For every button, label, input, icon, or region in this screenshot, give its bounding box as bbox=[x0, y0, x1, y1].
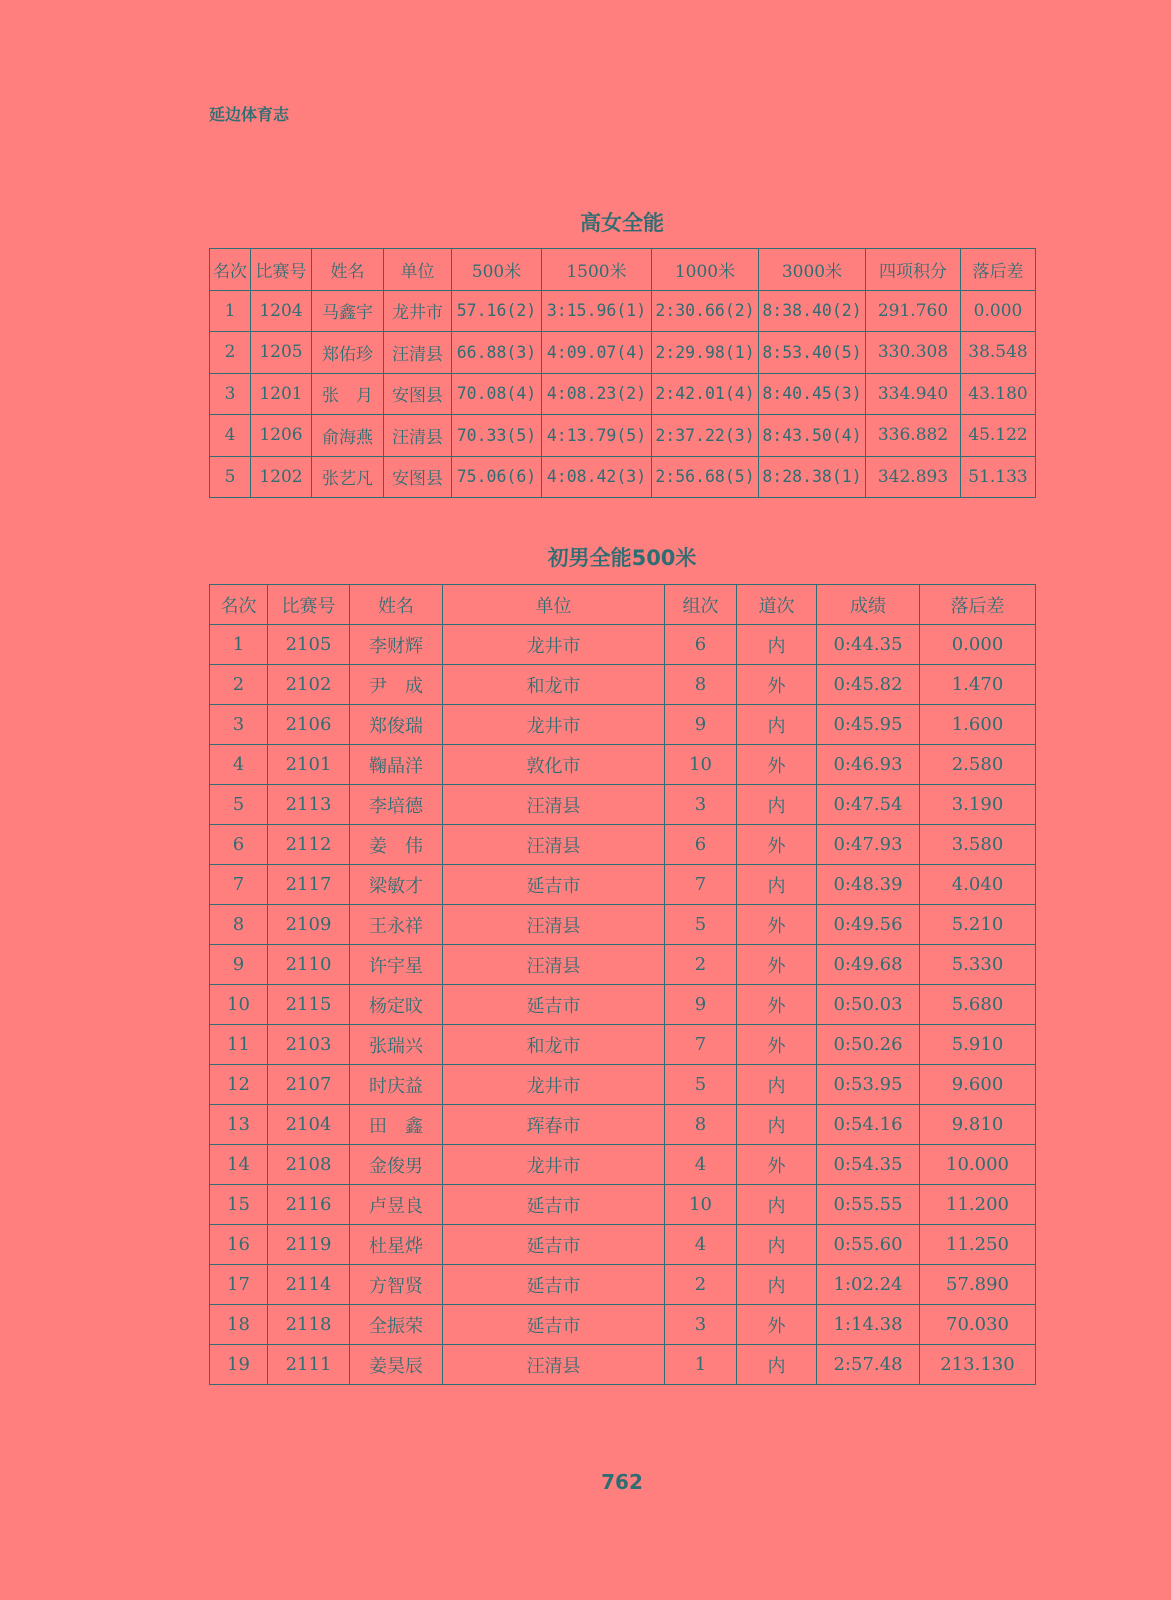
table-cell: 李培德 bbox=[350, 785, 443, 825]
table-cell: 延吉市 bbox=[443, 985, 665, 1025]
table-cell: 姜昊辰 bbox=[350, 1345, 443, 1385]
table-cell: 3 bbox=[665, 1305, 737, 1345]
table-cell: 0:54.16 bbox=[817, 1105, 920, 1145]
table-row bbox=[210, 373, 1036, 415]
table-row bbox=[210, 825, 1036, 865]
table-cell: 4 bbox=[210, 415, 251, 457]
table-cell: 2106 bbox=[268, 705, 350, 745]
table-cell: 2:56.68(5) bbox=[652, 456, 759, 498]
table-cell: 4 bbox=[665, 1225, 737, 1265]
table-cell: 0:50.26 bbox=[817, 1025, 920, 1065]
column-header: 500米 bbox=[452, 249, 542, 291]
table-cell: 10.000 bbox=[920, 1145, 1036, 1185]
table-cell: 5.210 bbox=[920, 905, 1036, 945]
table-row bbox=[210, 785, 1036, 825]
table-row bbox=[210, 290, 1036, 332]
table-cell: 1 bbox=[210, 625, 268, 665]
table-cell: 0:47.93 bbox=[817, 825, 920, 865]
table-cell: 0:55.60 bbox=[817, 1225, 920, 1265]
table-cell: 66.88(3) bbox=[452, 332, 542, 374]
table-cell: 内 bbox=[737, 1345, 817, 1385]
table-cell: 李财辉 bbox=[350, 625, 443, 665]
table-cell: 5 bbox=[665, 1065, 737, 1105]
column-header: 落后差 bbox=[961, 249, 1036, 291]
table-cell: 1:14.38 bbox=[817, 1305, 920, 1345]
table-cell: 16 bbox=[210, 1225, 268, 1265]
table-cell: 8 bbox=[665, 1105, 737, 1145]
table-cell: 延吉市 bbox=[443, 865, 665, 905]
table-cell: 和龙市 bbox=[443, 665, 665, 705]
table-cell: 2115 bbox=[268, 985, 350, 1025]
table-cell: 安图县 bbox=[384, 456, 452, 498]
table-cell: 8:38.40(2) bbox=[759, 290, 866, 332]
table-cell: 12 bbox=[210, 1065, 268, 1105]
table-cell: 5.910 bbox=[920, 1025, 1036, 1065]
table-row bbox=[210, 1265, 1036, 1305]
table-cell: 3.190 bbox=[920, 785, 1036, 825]
table-cell: 2108 bbox=[268, 1145, 350, 1185]
column-header: 名次 bbox=[210, 249, 251, 291]
table-cell: 俞海燕 bbox=[312, 415, 384, 457]
table-cell: 342.893 bbox=[866, 456, 961, 498]
table-cell: 延吉市 bbox=[443, 1185, 665, 1225]
table-cell: 45.122 bbox=[961, 415, 1036, 457]
table-cell: 2:29.98(1) bbox=[652, 332, 759, 374]
table-cell: 外 bbox=[737, 905, 817, 945]
table-cell: 2118 bbox=[268, 1305, 350, 1345]
table-cell: 杜星烨 bbox=[350, 1225, 443, 1265]
column-header: 单位 bbox=[384, 249, 452, 291]
table-row bbox=[210, 985, 1036, 1025]
table-cell: 0:45.82 bbox=[817, 665, 920, 705]
table-cell: 外 bbox=[737, 945, 817, 985]
table-cell: 4:08.23(2) bbox=[542, 373, 652, 415]
table-cell: 龙井市 bbox=[384, 290, 452, 332]
table-cell: 0:46.93 bbox=[817, 745, 920, 785]
table-cell: 330.308 bbox=[866, 332, 961, 374]
table-cell: 龙井市 bbox=[443, 625, 665, 665]
table-cell: 0:55.55 bbox=[817, 1185, 920, 1225]
table-cell: 1201 bbox=[251, 373, 312, 415]
table-cell: 2:42.01(4) bbox=[652, 373, 759, 415]
table-cell: 马鑫宇 bbox=[312, 290, 384, 332]
table-cell: 10 bbox=[210, 985, 268, 1025]
table-cell: 2112 bbox=[268, 825, 350, 865]
table-row bbox=[210, 705, 1036, 745]
table-cell: 2107 bbox=[268, 1065, 350, 1105]
table-cell: 3 bbox=[210, 705, 268, 745]
table-cell: 5 bbox=[210, 456, 251, 498]
table-cell: 外 bbox=[737, 825, 817, 865]
table-cell: 2110 bbox=[268, 945, 350, 985]
table-cell: 336.882 bbox=[866, 415, 961, 457]
table-cell: 2114 bbox=[268, 1265, 350, 1305]
table-cell: 18 bbox=[210, 1305, 268, 1345]
table-cell: 龙井市 bbox=[443, 1065, 665, 1105]
table-cell: 4.040 bbox=[920, 865, 1036, 905]
table-cell: 龙井市 bbox=[443, 1145, 665, 1185]
table-cell: 张艺凡 bbox=[312, 456, 384, 498]
table-cell: 2109 bbox=[268, 905, 350, 945]
running-head: 延边体育志 bbox=[209, 105, 290, 124]
column-header: 比赛号 bbox=[268, 585, 350, 625]
table-cell: 郑俊瑞 bbox=[350, 705, 443, 745]
table-cell: 汪清县 bbox=[443, 945, 665, 985]
table-cell: 0:45.95 bbox=[817, 705, 920, 745]
table-cell: 0:48.39 bbox=[817, 865, 920, 905]
table-row bbox=[210, 456, 1036, 498]
column-header: 1000米 bbox=[652, 249, 759, 291]
page-number: 762 bbox=[601, 1470, 643, 1494]
table-cell: 鞠晶洋 bbox=[350, 745, 443, 785]
table-cell: 内 bbox=[737, 785, 817, 825]
table-cell: 5 bbox=[665, 905, 737, 945]
table-cell: 郑佑珍 bbox=[312, 332, 384, 374]
table-cell: 57.16(2) bbox=[452, 290, 542, 332]
table-cell: 2 bbox=[665, 945, 737, 985]
table-cell: 敦化市 bbox=[443, 745, 665, 785]
column-header: 道次 bbox=[737, 585, 817, 625]
table-row bbox=[210, 1145, 1036, 1185]
table-cell: 外 bbox=[737, 1145, 817, 1185]
table-row bbox=[210, 1345, 1036, 1385]
column-header: 姓名 bbox=[312, 249, 384, 291]
table-cell: 17 bbox=[210, 1265, 268, 1305]
table-cell: 7 bbox=[665, 1025, 737, 1065]
table-cell: 许宇星 bbox=[350, 945, 443, 985]
table-cell: 尹 成 bbox=[350, 665, 443, 705]
table-row bbox=[210, 1305, 1036, 1345]
table-row bbox=[210, 1025, 1036, 1065]
table-cell: 金俊男 bbox=[350, 1145, 443, 1185]
column-header: 落后差 bbox=[920, 585, 1036, 625]
table-cell: 姜 伟 bbox=[350, 825, 443, 865]
table-cell: 6 bbox=[665, 625, 737, 665]
table-cell: 1:02.24 bbox=[817, 1265, 920, 1305]
results-table-girls-allround bbox=[209, 248, 1036, 498]
table1-title: 高女全能 bbox=[580, 211, 664, 235]
table-cell: 1205 bbox=[251, 332, 312, 374]
table-cell: 3:15.96(1) bbox=[542, 290, 652, 332]
table-cell: 安图县 bbox=[384, 373, 452, 415]
table-row bbox=[210, 415, 1036, 457]
table-cell: 2:30.66(2) bbox=[652, 290, 759, 332]
table-cell: 外 bbox=[737, 665, 817, 705]
table-cell: 75.06(6) bbox=[452, 456, 542, 498]
table-cell: 0:44.35 bbox=[817, 625, 920, 665]
table-cell: 1.600 bbox=[920, 705, 1036, 745]
table-cell: 0:53.95 bbox=[817, 1065, 920, 1105]
table-cell: 张瑞兴 bbox=[350, 1025, 443, 1065]
table-row bbox=[210, 745, 1036, 785]
table-cell: 2113 bbox=[268, 785, 350, 825]
column-header: 名次 bbox=[210, 585, 268, 625]
table-cell: 9.810 bbox=[920, 1105, 1036, 1145]
table-cell: 杨定旼 bbox=[350, 985, 443, 1025]
table-cell: 张 月 bbox=[312, 373, 384, 415]
table-cell: 外 bbox=[737, 1305, 817, 1345]
table-cell: 2103 bbox=[268, 1025, 350, 1065]
column-header: 3000米 bbox=[759, 249, 866, 291]
column-header: 姓名 bbox=[350, 585, 443, 625]
table-cell: 10 bbox=[665, 745, 737, 785]
table-cell: 2102 bbox=[268, 665, 350, 705]
table-cell: 汪清县 bbox=[384, 332, 452, 374]
table-row bbox=[210, 1185, 1036, 1225]
table-cell: 8:40.45(3) bbox=[759, 373, 866, 415]
table-cell: 6 bbox=[665, 825, 737, 865]
table-cell: 全振荣 bbox=[350, 1305, 443, 1345]
table-cell: 5.680 bbox=[920, 985, 1036, 1025]
table-cell: 10 bbox=[665, 1185, 737, 1225]
table-cell: 2104 bbox=[268, 1105, 350, 1145]
table-cell: 8 bbox=[210, 905, 268, 945]
table-cell: 70.030 bbox=[920, 1305, 1036, 1345]
table-cell: 延吉市 bbox=[443, 1265, 665, 1305]
table-cell: 3 bbox=[665, 785, 737, 825]
table-cell: 方智贤 bbox=[350, 1265, 443, 1305]
table-cell: 13 bbox=[210, 1105, 268, 1145]
table-cell: 11.250 bbox=[920, 1225, 1036, 1265]
table-cell: 内 bbox=[737, 1105, 817, 1145]
table-cell: 9.600 bbox=[920, 1065, 1036, 1105]
table-cell: 0.000 bbox=[920, 625, 1036, 665]
column-header: 1500米 bbox=[542, 249, 652, 291]
table-cell: 57.890 bbox=[920, 1265, 1036, 1305]
table-cell: 外 bbox=[737, 985, 817, 1025]
table-cell: 汪清县 bbox=[443, 905, 665, 945]
table-cell: 延吉市 bbox=[443, 1305, 665, 1345]
table-cell: 1204 bbox=[251, 290, 312, 332]
table-cell: 291.760 bbox=[866, 290, 961, 332]
table-cell: 2 bbox=[210, 665, 268, 705]
table-cell: 2111 bbox=[268, 1345, 350, 1385]
table-cell: 0:54.35 bbox=[817, 1145, 920, 1185]
table-cell: 4:13.79(5) bbox=[542, 415, 652, 457]
table-cell: 外 bbox=[737, 1025, 817, 1065]
column-header: 四项积分 bbox=[866, 249, 961, 291]
table-cell: 延吉市 bbox=[443, 1225, 665, 1265]
table-cell: 王永祥 bbox=[350, 905, 443, 945]
column-header: 比赛号 bbox=[251, 249, 312, 291]
table-cell: 卢昱良 bbox=[350, 1185, 443, 1225]
table-cell: 51.133 bbox=[961, 456, 1036, 498]
table-cell: 1206 bbox=[251, 415, 312, 457]
table-cell: 汪清县 bbox=[443, 1345, 665, 1385]
table-cell: 内 bbox=[737, 865, 817, 905]
table-cell: 1.470 bbox=[920, 665, 1036, 705]
table2-title: 初男全能500米 bbox=[547, 546, 697, 570]
table-cell: 1 bbox=[665, 1345, 737, 1385]
table-row bbox=[210, 865, 1036, 905]
table-row bbox=[210, 1065, 1036, 1105]
table-cell: 0:49.68 bbox=[817, 945, 920, 985]
table-cell: 6 bbox=[210, 825, 268, 865]
table-cell: 内 bbox=[737, 1225, 817, 1265]
table-cell: 11.200 bbox=[920, 1185, 1036, 1225]
table-header-row bbox=[210, 585, 1036, 625]
table-cell: 2117 bbox=[268, 865, 350, 905]
table-cell: 2119 bbox=[268, 1225, 350, 1265]
table-cell: 珲春市 bbox=[443, 1105, 665, 1145]
table-cell: 5.330 bbox=[920, 945, 1036, 985]
table-cell: 5 bbox=[210, 785, 268, 825]
table-cell: 2.580 bbox=[920, 745, 1036, 785]
table-cell: 内 bbox=[737, 625, 817, 665]
table-cell: 4 bbox=[665, 1145, 737, 1185]
table-cell: 内 bbox=[737, 1185, 817, 1225]
table-row bbox=[210, 945, 1036, 985]
table-cell: 内 bbox=[737, 1265, 817, 1305]
table-cell: 4 bbox=[210, 745, 268, 785]
table-cell: 梁敏才 bbox=[350, 865, 443, 905]
table-row bbox=[210, 625, 1036, 665]
table-cell: 内 bbox=[737, 1065, 817, 1105]
table-cell: 8:28.38(1) bbox=[759, 456, 866, 498]
table-cell: 2 bbox=[210, 332, 251, 374]
table-cell: 334.940 bbox=[866, 373, 961, 415]
table-cell: 2:57.48 bbox=[817, 1345, 920, 1385]
table-cell: 1 bbox=[210, 290, 251, 332]
table-cell: 213.130 bbox=[920, 1345, 1036, 1385]
table-cell: 70.08(4) bbox=[452, 373, 542, 415]
table-row bbox=[210, 1225, 1036, 1265]
table-cell: 汪清县 bbox=[443, 825, 665, 865]
table-cell: 15 bbox=[210, 1185, 268, 1225]
column-header: 成绩 bbox=[817, 585, 920, 625]
table-cell: 汪清县 bbox=[443, 785, 665, 825]
table-cell: 70.33(5) bbox=[452, 415, 542, 457]
table-cell: 2:37.22(3) bbox=[652, 415, 759, 457]
table-cell: 2101 bbox=[268, 745, 350, 785]
table-cell: 0:47.54 bbox=[817, 785, 920, 825]
table-cell: 8:43.50(4) bbox=[759, 415, 866, 457]
table-header-row bbox=[210, 249, 1036, 291]
table-cell: 0.000 bbox=[961, 290, 1036, 332]
table-row bbox=[210, 905, 1036, 945]
table-cell: 内 bbox=[737, 705, 817, 745]
table-cell: 2116 bbox=[268, 1185, 350, 1225]
table-cell: 4:09.07(4) bbox=[542, 332, 652, 374]
table-cell: 7 bbox=[210, 865, 268, 905]
table-cell: 龙井市 bbox=[443, 705, 665, 745]
table-cell: 7 bbox=[665, 865, 737, 905]
table-cell: 0:50.03 bbox=[817, 985, 920, 1025]
table-cell: 8 bbox=[665, 665, 737, 705]
table-row bbox=[210, 332, 1036, 374]
table-cell: 9 bbox=[665, 705, 737, 745]
table-cell: 11 bbox=[210, 1025, 268, 1065]
table-cell: 1202 bbox=[251, 456, 312, 498]
table-cell: 9 bbox=[665, 985, 737, 1025]
column-header: 单位 bbox=[443, 585, 665, 625]
table-cell: 汪清县 bbox=[384, 415, 452, 457]
table-cell: 38.548 bbox=[961, 332, 1036, 374]
results-table-boys-500m bbox=[209, 584, 1036, 1385]
table-row bbox=[210, 1105, 1036, 1145]
table-cell: 19 bbox=[210, 1345, 268, 1385]
table-cell: 43.180 bbox=[961, 373, 1036, 415]
table-cell: 2105 bbox=[268, 625, 350, 665]
table-cell: 2 bbox=[665, 1265, 737, 1305]
table-cell: 9 bbox=[210, 945, 268, 985]
column-header: 组次 bbox=[665, 585, 737, 625]
table-cell: 8:53.40(5) bbox=[759, 332, 866, 374]
table-cell: 外 bbox=[737, 745, 817, 785]
table-row bbox=[210, 665, 1036, 705]
table-cell: 4:08.42(3) bbox=[542, 456, 652, 498]
table-cell: 时庆益 bbox=[350, 1065, 443, 1105]
table-cell: 田 鑫 bbox=[350, 1105, 443, 1145]
table-cell: 3 bbox=[210, 373, 251, 415]
table-cell: 0:49.56 bbox=[817, 905, 920, 945]
table-cell: 3.580 bbox=[920, 825, 1036, 865]
table-cell: 和龙市 bbox=[443, 1025, 665, 1065]
table-cell: 14 bbox=[210, 1145, 268, 1185]
